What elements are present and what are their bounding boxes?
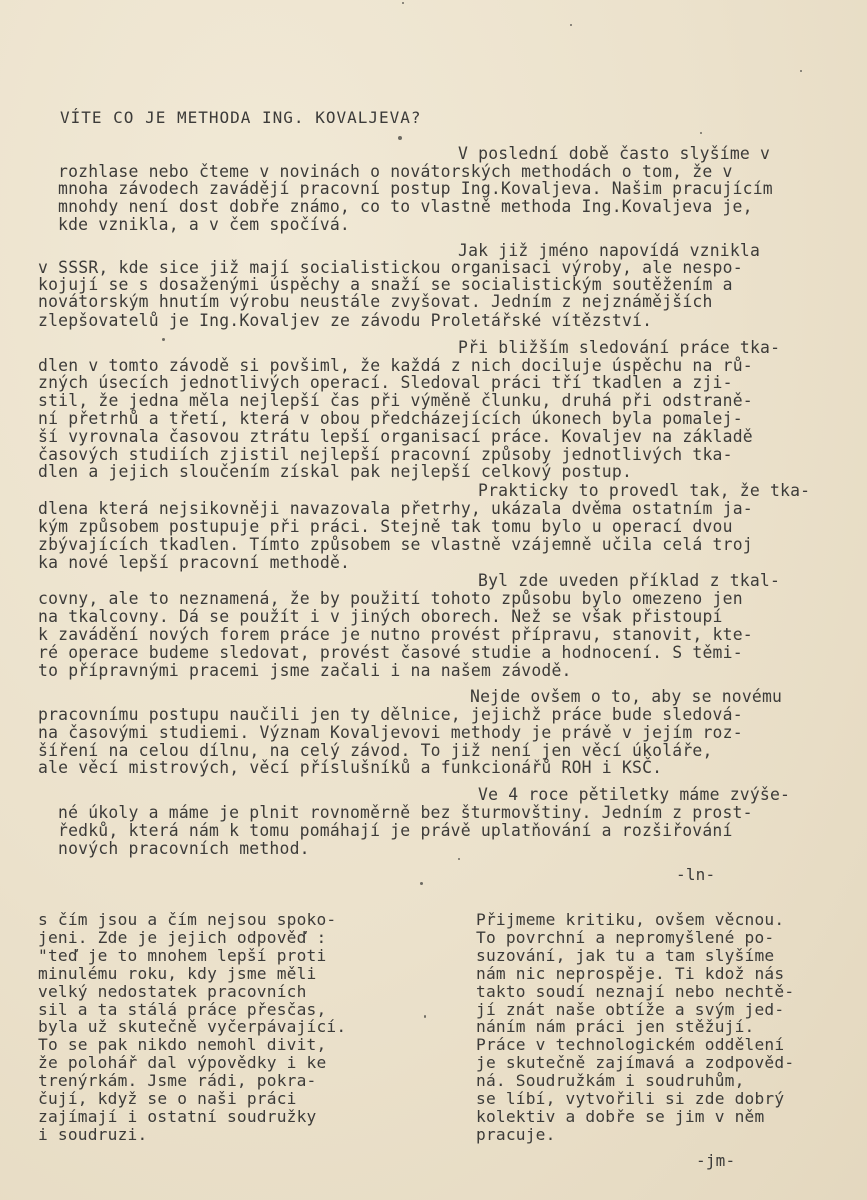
right-column-line: pracuje. xyxy=(476,1125,556,1144)
article-line: stil, že jedna měla nejlepší čas při výměně člunku, druhá při odstraně- xyxy=(38,391,753,410)
paper-speck xyxy=(420,882,423,885)
right-column-line: jí znát naše obtíže a svým jed- xyxy=(476,1000,785,1019)
article-line: ní přetrhů a třetí, která v obou předcházejících úkonech byla pomalej- xyxy=(38,409,743,428)
right-column-signature: -jm- xyxy=(696,1151,736,1170)
article-line: né úkoly a máme je plnit rovnoměrně bez šturmovštiny. Jedním z prost- xyxy=(58,803,753,822)
right-column-line: Přijmeme kritiku, ovšem věcnou. xyxy=(476,910,785,929)
left-column-line: s čím jsou a čím nejsou spoko- xyxy=(38,910,337,929)
left-column-line: čují, když se o naši práci xyxy=(38,1089,297,1108)
article-line: ší vyrovnala časovou ztrátu lepší organisací práce. Kovaljev na základě xyxy=(38,427,753,446)
left-column-line: "teď je to mnohem lepší proti xyxy=(38,946,327,965)
article-line: ka nové lepší pracovní methodě. xyxy=(38,553,351,572)
article-line: pracovnímu postupu naučili jen ty dělnice, jejichž práce bude sledová- xyxy=(38,705,743,724)
right-column-line: To povrchní a nepromyšlené po- xyxy=(476,928,775,947)
article-line: zných úsecích jednotlivých operací. Sledoval práci tří tkadlen a zji- xyxy=(38,373,733,392)
article-line: na tkalcovny. Dá se použít i v jiných oborech. Než se však přistoupí xyxy=(38,607,723,626)
article-line: zbývajících tkadlen. Tímto způsobem se vlastně vzájemně učila celá troj xyxy=(38,535,753,554)
article-line: kojují se s dosaženými úspěchy a snaží se socialistickým soutěžením a xyxy=(38,275,733,294)
paper-speck xyxy=(398,136,402,140)
article-line: v SSSR, kde sice již mají socialistickou organisaci výroby, ale nespo- xyxy=(38,258,743,277)
article-line: to přípravnými pracemi jsme začali i na našem závodě. xyxy=(38,661,572,680)
article-line: rozhlase nebo čteme v novinách o novátorských methodách o tom, že v xyxy=(58,162,733,181)
article-line: nových pracovních method. xyxy=(58,839,310,858)
right-column-line: suzování, jak tu a tam slyšíme xyxy=(476,946,775,965)
article-line: dlen a jejich sloučením získal pak nejlepší celkový postup. xyxy=(38,462,633,481)
right-column-line: se líbí, vytvořili si zde dobrý xyxy=(476,1089,785,1108)
article-line: ré operace budeme sledovat, provést časové studie a hodnocení. S těmi- xyxy=(38,643,743,662)
article-signature: -ln- xyxy=(676,865,716,884)
article-line: kým způsobem postupuje při práci. Stejně tak tomu bylo u operací dvou xyxy=(38,517,733,536)
article-line: mnoha závodech zavádějí pracovní postup Ing.Kovaljeva. Našim pracujícím xyxy=(58,179,773,198)
paper-speck xyxy=(458,858,460,860)
left-column-line: jeni. Zde je jejich odpověď : xyxy=(38,928,327,947)
article-line: šíření na celou dílnu, na celý závod. To již není jen věcí úkoláře, xyxy=(38,741,713,760)
article-line: kde vznikla, a v čem spočívá. xyxy=(58,215,350,234)
article-line: covny, ale to neznamená, že by použití tohoto způsobu bylo omezeno jen xyxy=(38,589,743,608)
article-line: ředků, která nám k tomu pomáhají je právě uplatňování a rozšiřování xyxy=(58,821,733,840)
article-line: dlena která nejsikovněji navazovala přetrhy, ukázala dvěma ostatním ja- xyxy=(38,499,753,518)
right-column-line: kolektiv a dobře se jim v něm xyxy=(476,1107,765,1126)
right-column-line: takto soudí neznají nebo nechtě- xyxy=(476,982,795,1001)
left-column-line: minulému roku, kdy jsme měli xyxy=(38,964,317,983)
paper-speck xyxy=(162,338,165,341)
article-line: k zavádění nových forem práce je nutno provést přípravu, stanovit, kte- xyxy=(38,625,753,644)
left-column-line: i soudruzi. xyxy=(38,1125,148,1144)
article-line: mnohdy není dost dobře známo, co to vlastně methoda Ing.Kovaljeva je, xyxy=(58,197,753,216)
article-line: Byl zde uveden příklad z tkal- xyxy=(478,571,781,590)
left-column-line: To se pak nikdo nemohl divit, xyxy=(38,1035,327,1054)
left-column-line: že polohář dal výpovědky i ke xyxy=(38,1053,327,1072)
article-line: Jak již jméno napovídá vznikla xyxy=(458,241,761,260)
right-column-line: náním nám práci jen stěžují. xyxy=(476,1017,755,1036)
left-column-line: byla už skutečně vyčerpávající. xyxy=(38,1017,347,1036)
paper-speck xyxy=(570,24,572,26)
left-column-line: velký nedostatek pracovních xyxy=(38,982,307,1001)
article-line: dlen v tomto závodě si povšiml, že každá z nich dociluje úspěchu na rů- xyxy=(38,356,753,375)
article-line: na časovými studiemi. Význam Kovaljevovi methody je právě v jejím roz- xyxy=(38,723,743,742)
article-line: Při bližším sledování práce tka- xyxy=(458,338,781,357)
right-column-line: ná. Soudružkám i soudruhům, xyxy=(476,1071,745,1090)
right-column-line: Práce v technologickém oddělení xyxy=(476,1035,785,1054)
article-line: Ve 4 roce pětiletky máme zvýše- xyxy=(478,785,791,804)
right-column-line: nám nic neprospěje. Ti kdož nás xyxy=(476,964,785,983)
paper-speck xyxy=(700,132,702,134)
paper-speck xyxy=(800,70,802,72)
article-line: V poslední době často slyšíme v xyxy=(458,144,771,163)
article-line: novátorským hnutím výrobu neustále zvyšovat. Jedním z nejznámějších xyxy=(38,292,713,311)
article-title: VÍTE CO JE METHODA ING. KOVALJEVA? xyxy=(60,108,422,127)
paper-speck xyxy=(424,1015,426,1018)
article-line: Nejde ovšem o to, aby se novému xyxy=(470,687,783,706)
paper-speck xyxy=(402,2,404,4)
left-column-line: trenýrkám. Jsme rádi, pokra- xyxy=(38,1071,317,1090)
right-column-line: je skutečně zajímavá a zodpověd- xyxy=(476,1053,795,1072)
left-column-line: sil a ta stálá práce přesčas, xyxy=(38,1000,327,1019)
article-line: zlepšovatelů je Ing.Kovaljev ze závodu Proletářské vítězství. xyxy=(38,311,653,330)
article-line: Prakticky to provedl tak, že tka- xyxy=(478,481,811,500)
article-line: časových studiích zjistil nejlepší pracovní způsoby jednotlivých tka- xyxy=(38,445,733,464)
article-line: ale věcí mistrových, věcí příslušníků a funkcionářů ROH i KSČ. xyxy=(38,758,663,777)
left-column-line: zajímají i ostatní soudružky xyxy=(38,1107,317,1126)
